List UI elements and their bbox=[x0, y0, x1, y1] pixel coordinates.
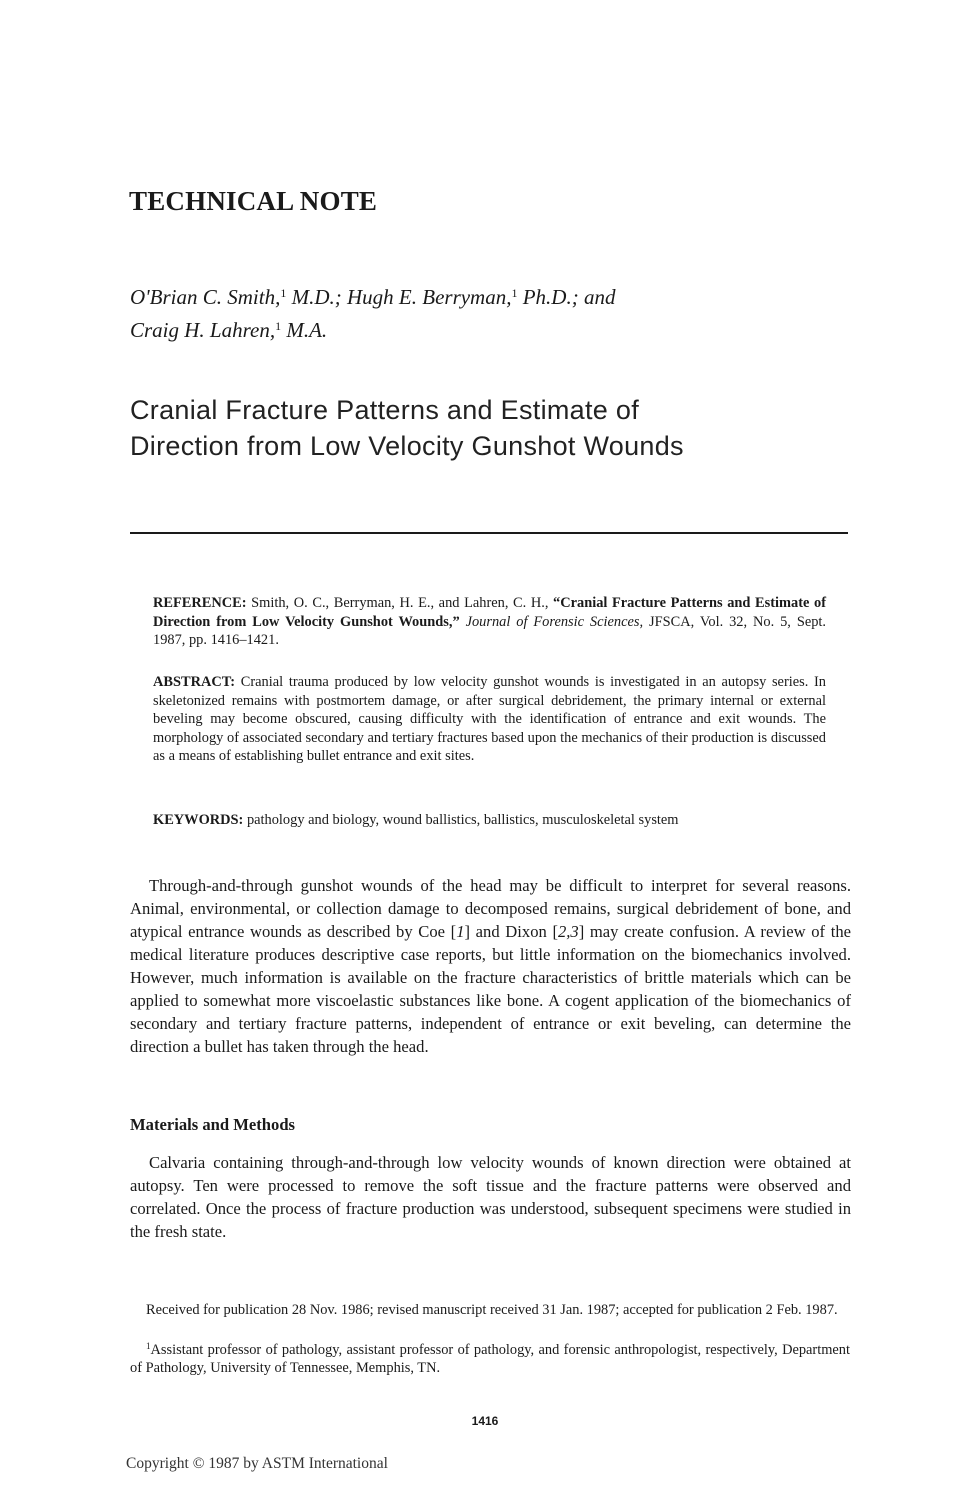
page-number: 1416 bbox=[471, 1414, 499, 1428]
methods-paragraph: Calvaria containing through-and-through low velocity wounds of known direction were obtained at autopsy. Ten were processed to remove the soft tissue and the fracture patterns were observed and correlated. Once the process of fracture production was understood, subsequent specimens were studied in the fresh state. bbox=[130, 1153, 851, 1241]
author-list bbox=[130, 279, 850, 345]
paper-title bbox=[130, 392, 890, 464]
citation: 2,3 bbox=[557, 922, 579, 941]
reference-journal: Journal of Forensic Sciences, bbox=[459, 613, 644, 630]
keywords-block bbox=[153, 811, 826, 830]
affiliation-marker: 1 bbox=[511, 286, 518, 300]
footnote-received: Received for publication 28 Nov. 1986; revised manuscript received 31 Jan. 1987; accepted for publication 2 Feb. 1987. bbox=[146, 1302, 838, 1318]
paragraph-text: ] and Dixon [ bbox=[464, 922, 558, 941]
abstract-block bbox=[153, 673, 826, 766]
reference-details: JFSCA, Vol. 32, No. 5, Sept. 1987, pp. 1416–1421. bbox=[153, 613, 827, 649]
footnote-text: Assistant professor of pathology, assistant professor of pathology, and forensic anthropologist, respectively, Department of Pathology, University of Tennessee, Memphis, TN. bbox=[130, 1342, 850, 1376]
author-degree: M.A. bbox=[281, 318, 328, 342]
title-line: Direction from Low Velocity Gunshot Wounds bbox=[130, 431, 684, 461]
intro-paragraph bbox=[130, 874, 851, 1058]
reference-authors: Smith, O. C., Berryman, H. E., and Lahren, C. H., bbox=[246, 595, 554, 611]
section-heading-methods: Materials and Methods bbox=[130, 1115, 296, 1134]
author-name: O'Brian C. Smith, bbox=[130, 285, 281, 309]
keywords-text: pathology and biology, wound ballistics, ballistics, musculoskeletal system bbox=[243, 812, 679, 828]
footnote-affiliation bbox=[130, 1338, 850, 1377]
author-name: Hugh E. Berryman, bbox=[347, 285, 512, 309]
author-degree: M.D.; bbox=[286, 285, 347, 309]
keywords-label: KEYWORDS: bbox=[153, 812, 244, 828]
title-divider bbox=[130, 532, 848, 534]
affiliation-marker: 1 bbox=[275, 319, 282, 333]
abstract-label: ABSTRACT: bbox=[153, 674, 236, 690]
title-line: Cranial Fracture Patterns and Estimate of bbox=[130, 395, 640, 425]
abstract-text: Cranial trauma produced by low velocity gunshot wounds is investigated in an autopsy series. In skeletonized remains with postmortem damage, or after surgical debridement, the primary internal or external beveling may become obscured, causing difficulty with the identification of entrance and exit wounds. The morphology of associated secondary and tertiary fractures based upon the mechanics of their production is discussed as a means of establishing bullet entrance and exit sites. bbox=[153, 674, 826, 765]
citation: 1 bbox=[456, 922, 465, 941]
reference-block bbox=[153, 594, 826, 650]
author-degree: Ph.D.; and bbox=[517, 285, 616, 309]
footnote-marker: 1 bbox=[146, 1341, 151, 1351]
paragraph-text: ] may create confusion. A review of the medical literature produces descriptive case reports, but little information on the biomechanics involved. However, much information is available on the fracture characteristics of brittle materials which can be applied to somewhat more viscoelastic substances like bone. A cogent application of the biomechanics of secondary and tertiary fracture patterns, independent of entrance or exit beveling, can determine the direction a bullet has taken through the head. bbox=[130, 922, 851, 1056]
author-name: Craig H. Lahren, bbox=[130, 318, 276, 342]
paragraph-text: Through-and-through gunshot wounds of the head may be difficult to interpret for several reasons. Animal, environmental, or collection damage to decomposed remains, surgical debridement of bone, and atypical entrance wounds as described by Coe [ bbox=[130, 876, 851, 941]
reference-label: REFERENCE: bbox=[153, 595, 247, 611]
copyright-notice: Copyright © 1987 by ASTM International bbox=[126, 1455, 388, 1472]
affiliation-marker: 1 bbox=[280, 286, 287, 300]
reference-article-title: “Cranial Fracture Patterns and Estimate of Direction from Low Velocity Gunshot Wounds,” bbox=[153, 595, 826, 630]
section-label: TECHNICAL NOTE bbox=[129, 186, 378, 216]
